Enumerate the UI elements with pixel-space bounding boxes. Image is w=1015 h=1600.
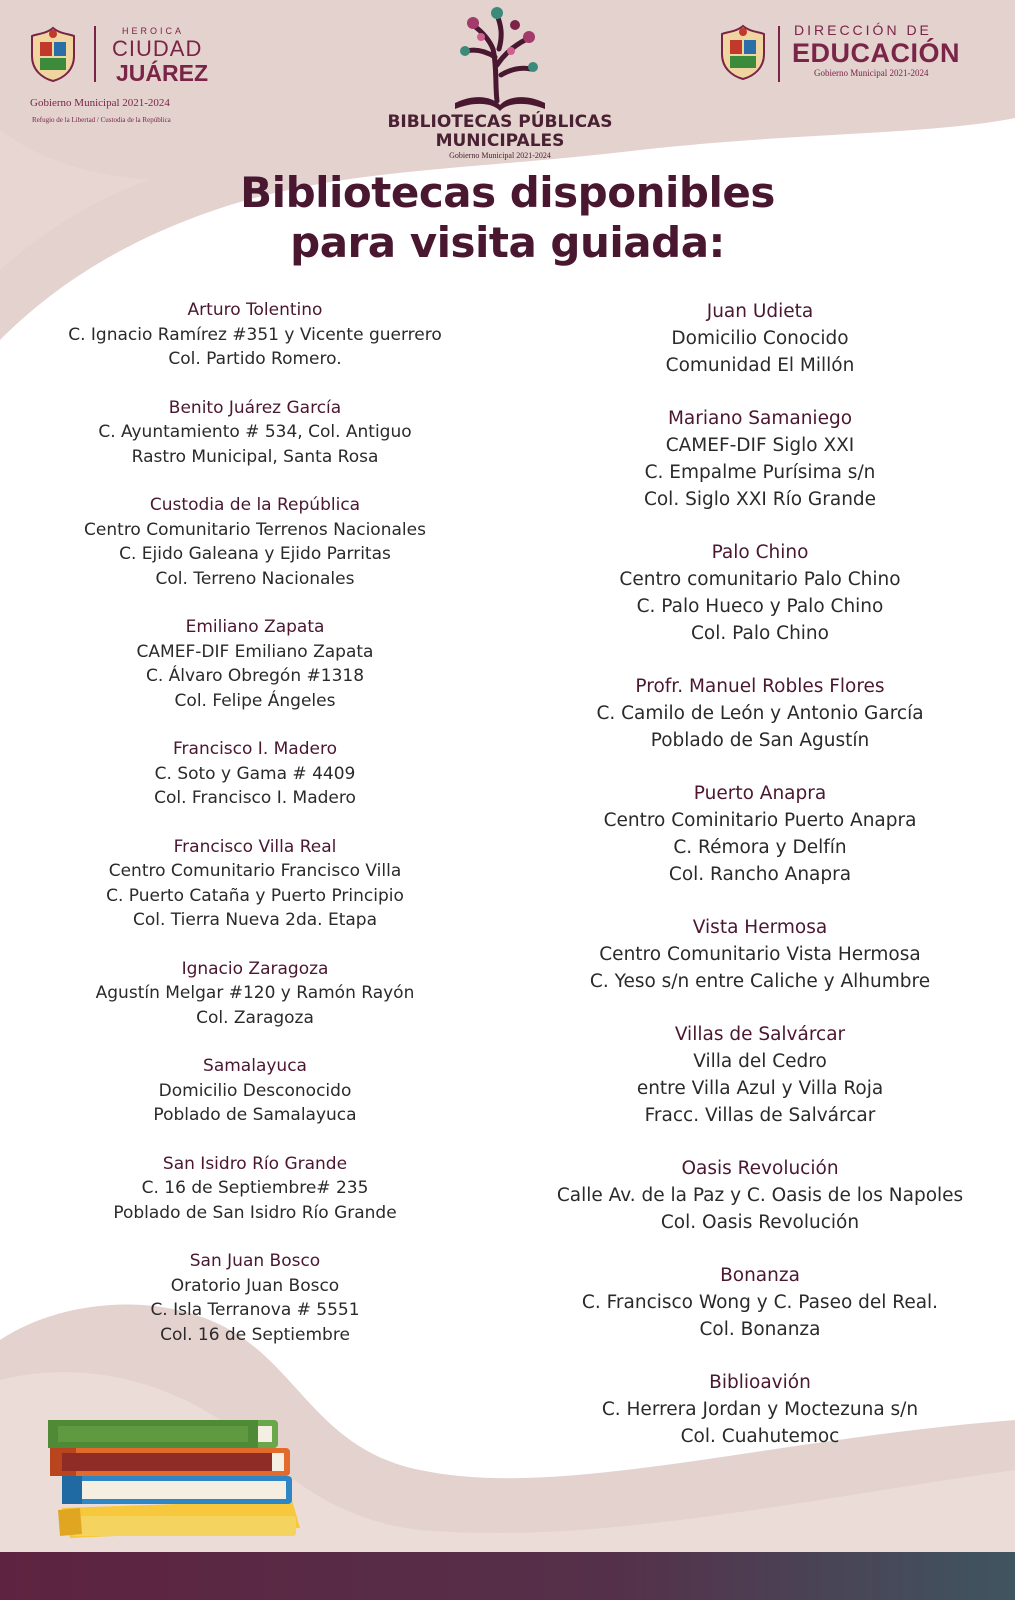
educacion-label: EDUCACIÓN — [792, 38, 961, 68]
library-entry — [510, 1369, 1010, 1450]
library-list-left — [15, 298, 495, 1347]
library-address-line: Col. Tierra Nueva 2da. Etapa — [132, 910, 378, 930]
library-name: Bonanza — [720, 1265, 800, 1286]
library-address-line: C. Ayuntamiento # 534, Col. Antiguo — [98, 422, 412, 442]
library-address-line: Comunidad El Millón — [665, 355, 855, 376]
library-entry — [510, 780, 1010, 888]
title-line-2: para visita guiada: — [290, 218, 725, 267]
library-name: Villas de Salvárcar — [674, 1024, 846, 1045]
library-address-line: Col. Partido Romero. — [168, 349, 342, 369]
library-name: Profr. Manuel Robles Flores — [635, 676, 885, 697]
bibliotecas-logo — [385, 5, 615, 165]
library-address-line: C. Yeso s/n entre Caliche y Alhumbre — [589, 971, 931, 992]
library-address-line: Calle Av. de la Paz y C. Oasis de los Napoles — [556, 1185, 964, 1206]
library-name: Francisco I. Madero — [173, 739, 337, 759]
library-name: Emiliano Zapata — [185, 617, 325, 637]
library-entry — [15, 1054, 495, 1128]
library-name: Puerto Anapra — [693, 783, 827, 804]
ciudad-juarez-logo — [30, 20, 230, 130]
direccion-label: DIRECCIÓN DE — [794, 22, 932, 38]
library-address-line: Col. Francisco I. Madero — [154, 788, 356, 808]
library-entry — [15, 835, 495, 933]
library-address-line: Domicilio Desconocido — [158, 1080, 352, 1101]
library-address-line: Fracc. Villas de Salvárcar — [644, 1105, 876, 1126]
library-entry — [510, 1262, 1010, 1343]
ciudad-label: CIUDAD — [112, 36, 203, 61]
municipales-label: MUNICIPALES — [435, 131, 565, 151]
book-stack-illustration — [48, 1420, 300, 1538]
library-entry — [510, 539, 1010, 647]
library-name: San Isidro Río Grande — [162, 1153, 348, 1174]
library-address-line: C. Puerto Cataña y Puerto Principio — [106, 885, 404, 906]
direccion-educacion-logo — [720, 20, 1000, 100]
coat-of-arms-icon — [30, 26, 76, 82]
juarez-label: JUÁREZ — [116, 60, 209, 86]
tree-book-icon — [445, 5, 555, 113]
library-address-line: Poblado de San Agustín — [650, 730, 870, 751]
library-address-line: Centro Comunitario Vista Hermosa — [599, 944, 921, 965]
library-address-line: Poblado de San Isidro Río Grande — [113, 1202, 397, 1223]
library-address-line: Col. Oasis Revolución — [660, 1212, 860, 1233]
library-address-line: C. Ignacio Ramírez #351 y Vicente guerrero — [68, 324, 442, 345]
library-entry — [510, 405, 1010, 513]
library-name: Custodia de la República — [149, 495, 361, 515]
library-address-line: Agustín Melgar #120 y Ramón Rayón — [95, 983, 415, 1003]
library-address-line: Col. Zaragoza — [196, 1007, 314, 1028]
library-entry — [510, 914, 1010, 995]
library-address-line: Centro Cominitario Puerto Anapra — [603, 810, 917, 831]
library-address-line: Centro comunitario Palo Chino — [619, 569, 901, 590]
library-name: Vista Hermosa — [692, 917, 828, 938]
library-address-line: Rastro Municipal, Santa Rosa — [131, 446, 379, 467]
motto-label: Refugio de la Libertad / Custodia de la República — [32, 116, 171, 124]
library-entry — [510, 1021, 1010, 1129]
library-address-line: Col. Felipe Ángeles — [174, 690, 336, 711]
library-address-line: C. Ejido Galeana y Ejido Parritas — [119, 544, 391, 564]
library-entry — [15, 615, 495, 713]
center-government-label: Gobierno Municipal 2021-2024 — [449, 151, 551, 160]
library-address-line: C. Francisco Wong y C. Paseo del Real. — [581, 1292, 939, 1313]
library-list-right — [510, 298, 1010, 1450]
library-name: Ignacio Zaragoza — [181, 958, 329, 979]
library-address-line: Col. 16 de Septiembre — [160, 1324, 350, 1345]
library-name: Arturo Tolentino — [187, 300, 323, 320]
library-name: Benito Juárez García — [168, 397, 342, 418]
library-address-line: CAMEF-DIF Emiliano Zapata — [136, 641, 374, 662]
library-address-line: C. Isla Terranova # 5551 — [150, 1300, 360, 1320]
bibliotecas-publicas-label: BIBLIOTECAS PÚBLICAS — [387, 112, 613, 132]
page-title — [0, 168, 1015, 268]
library-name: Oasis Revolución — [681, 1158, 839, 1179]
library-name: Biblioavión — [709, 1372, 811, 1393]
library-address-line: C. Empalme Purísima s/n — [644, 462, 876, 483]
library-address-line: C. Soto y Gama # 4409 — [154, 763, 356, 784]
library-address-line: Col. Palo Chino — [691, 623, 829, 644]
library-address-line: Centro Comunitario Francisco Villa — [108, 861, 402, 881]
library-entry — [510, 298, 1010, 379]
library-address-line: Col. Cuahutemoc — [680, 1426, 840, 1447]
library-address-line: C. 16 de Septiembre# 235 — [141, 1178, 369, 1198]
library-address-line: Col. Bonanza — [699, 1319, 821, 1340]
library-entry — [15, 493, 495, 591]
library-address-line: Col. Terreno Nacionales — [155, 568, 355, 589]
library-entry — [510, 1155, 1010, 1236]
library-address-line: C. Herrera Jordan y Moctezuna s/n — [601, 1399, 919, 1420]
library-address-line: Poblado de Samalayuca — [153, 1105, 357, 1125]
library-address-line: CAMEF-DIF Siglo XXI — [665, 435, 855, 456]
library-name: Samalayuca — [203, 1056, 307, 1076]
government-label: Gobierno Municipal 2021-2024 — [30, 97, 170, 109]
library-address-line: entre Villa Azul y Villa Roja — [636, 1078, 884, 1099]
library-address-line: C. Rémora y Delfín — [673, 837, 847, 858]
library-name: Juan Udieta — [706, 301, 814, 322]
library-entry — [15, 1152, 495, 1226]
library-entry — [15, 396, 495, 470]
library-address-line: C. Palo Hueco y Palo Chino — [636, 596, 884, 617]
library-address-line: C. Álvaro Obregón #1318 — [145, 666, 365, 686]
heroica-label: HEROICA — [122, 26, 185, 36]
library-entry — [15, 957, 495, 1031]
library-name: Mariano Samaniego — [667, 408, 853, 429]
library-address-line: Oratorio Juan Bosco — [170, 1275, 340, 1296]
coat-of-arms-icon — [720, 24, 766, 80]
title-line-1: Bibliotecas disponibles — [240, 168, 775, 217]
library-address-line: Col. Siglo XXI Río Grande — [643, 489, 877, 510]
library-address-line: Villa del Cedro — [693, 1051, 827, 1072]
library-entry — [15, 298, 495, 372]
library-entry — [15, 737, 495, 811]
library-entry — [510, 673, 1010, 754]
library-name: San Juan Bosco — [189, 1251, 321, 1271]
library-address-line: Col. Rancho Anapra — [668, 864, 852, 885]
library-address-line: Domicilio Conocido — [671, 328, 849, 349]
library-address-line: C. Camilo de León y Antonio García — [596, 703, 924, 724]
right-government-label: Gobierno Municipal 2021-2024 — [814, 68, 929, 78]
library-name: Palo Chino — [711, 542, 809, 563]
library-name: Francisco Villa Real — [173, 836, 337, 857]
library-address-line: Centro Comunitario Terrenos Nacionales — [84, 519, 426, 540]
library-entry — [15, 1249, 495, 1347]
footer-bar — [0, 1552, 1015, 1600]
